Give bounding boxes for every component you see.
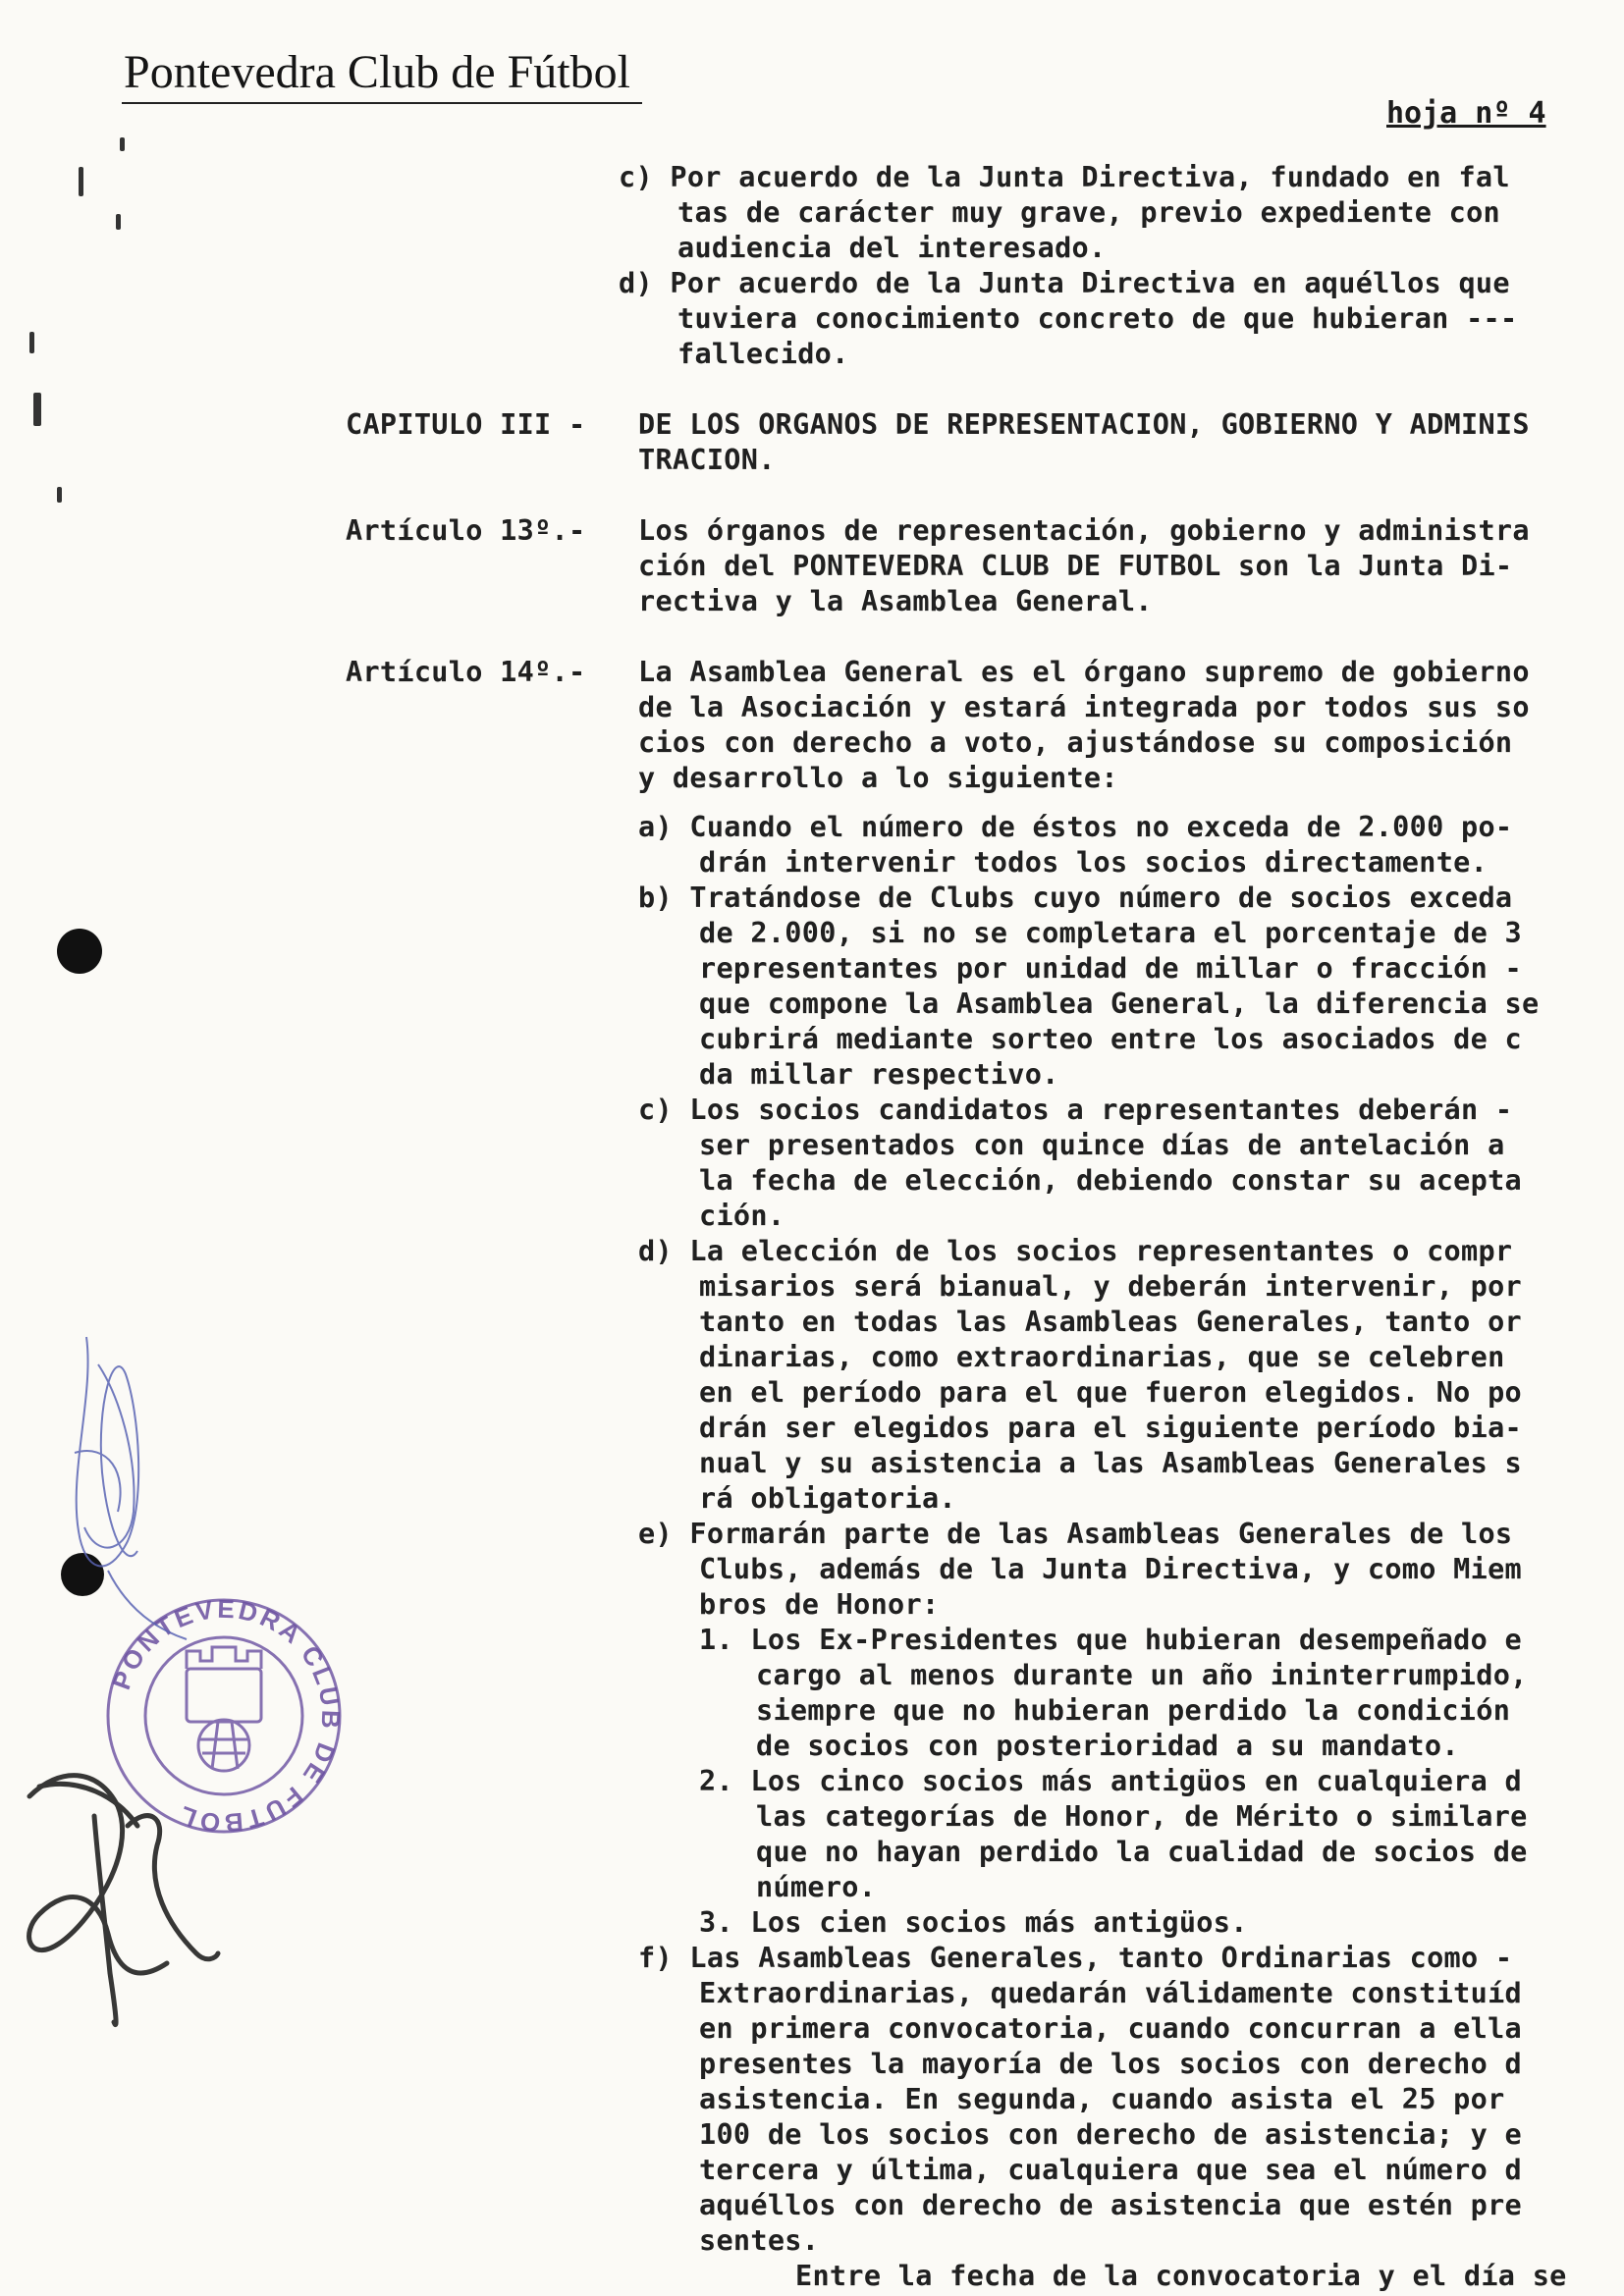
- item-line: c) Por acuerdo de la Junta Directiva, fundado en fal: [619, 161, 1510, 193]
- subitem-line: drán ser elegidos para el siguiente período bia-: [699, 1412, 1523, 1444]
- subitem-line: Entre la fecha de la convocatoria y el día se: [795, 2260, 1567, 2292]
- item-line: fallecido.: [677, 338, 849, 370]
- subitem-line: ción.: [699, 1200, 785, 1232]
- margin-mark: [57, 487, 62, 503]
- article-13-line: rectiva y la Asamblea General.: [638, 585, 1153, 617]
- subitem-line: en primera convocatoria, cuando concurran a ella: [699, 2012, 1523, 2045]
- signature-lower-icon: [29, 1776, 218, 2025]
- subitem-line: f) Las Asambleas Generales, tanto Ordinarias como -: [638, 1942, 1513, 1974]
- article-14-line: cios con derecho a voto, ajustándose su composición: [638, 726, 1513, 759]
- margin-mark: [79, 167, 83, 196]
- subitem-line: e) Formarán parte de las Asambleas Generales de los: [638, 1518, 1513, 1550]
- subitem-line: en el período para el que fueron elegidos. No po: [699, 1376, 1523, 1409]
- subitem-line: de socios con posterioridad a su mandato.: [756, 1730, 1459, 1762]
- subitem-line: de 2.000, si no se completara el porcentaje de 3: [699, 917, 1523, 949]
- subitem-line: que compone la Asamblea General, la diferencia se: [699, 988, 1540, 1020]
- subitem-line: siempre que no hubieran perdido la condición: [756, 1694, 1511, 1727]
- subitem-line: que no hayan perdido la cualidad de socios de: [756, 1836, 1528, 1868]
- subitem-line: la fecha de elección, debiendo constar su acepta: [699, 1164, 1523, 1197]
- punch-hole: [57, 929, 102, 974]
- subitem-line: a) Cuando el número de éstos no exceda de 2.000 po-: [638, 811, 1513, 843]
- subitem-line: representantes por unidad de millar o fracción -: [699, 952, 1523, 985]
- letterhead-rule: [122, 102, 642, 104]
- subitem-line: rá obligatoria.: [699, 1482, 956, 1515]
- subitem-line: dinarias, como extraordinarias, que se celebren: [699, 1341, 1505, 1373]
- subitem-line: presentes la mayoría de los socios con derecho d: [699, 2048, 1523, 2080]
- item-line: audiencia del interesado.: [677, 232, 1107, 264]
- subitem-line: c) Los socios candidatos a representantes deberán -: [638, 1094, 1513, 1126]
- subitem-line: cubrirá mediante sorteo entre los asociados de c: [699, 1023, 1523, 1055]
- chapter-label: CAPITULO III -: [346, 408, 586, 441]
- subitem-line: misarios será bianual, y deberán intervenir, por: [699, 1270, 1523, 1303]
- subitem-line: tanto en todas las Asambleas Generales, tanto or: [699, 1306, 1523, 1338]
- stamp-emblem-icon: [187, 1647, 261, 1771]
- chapter-title-line: TRACION.: [638, 444, 776, 476]
- letterhead-title: Pontevedra Club de Fútbol: [124, 46, 630, 98]
- page-number: hoja nº 4: [1386, 96, 1546, 131]
- subitem-line: b) Tratándose de Clubs cuyo número de socios exceda: [638, 881, 1513, 914]
- item-line: tuviera conocimiento concreto de que hubieran ---: [677, 302, 1518, 335]
- item-line: d) Por acuerdo de la Junta Directiva en aquéllos que: [619, 267, 1510, 299]
- subitem-line: d) La elección de los socios representantes o compr: [638, 1235, 1513, 1267]
- stamp-text: [106, 1594, 346, 1839]
- punch-hole: [61, 1553, 104, 1596]
- subitem-line: número.: [756, 1871, 877, 1903]
- article-14-line: La Asamblea General es el órgano supremo de gobierno: [638, 656, 1530, 688]
- subitem-line: asistencia. En segunda, cuando asista el 25 por: [699, 2083, 1505, 2115]
- margin-mark: [33, 393, 41, 426]
- margin-mark: [120, 137, 125, 151]
- margin-mark: [29, 332, 34, 353]
- subitem-line: 2. Los cinco socios más antigüos en cualquiera d: [699, 1765, 1523, 1797]
- subitem-line: las categorías de Honor, de Mérito o similare: [756, 1800, 1528, 1833]
- subitem-line: aquéllos con derecho de asistencia que estén pre: [699, 2189, 1523, 2221]
- article-13-label: Artículo 13º.-: [346, 514, 586, 547]
- chapter-title-line: DE LOS ORGANOS DE REPRESENTACION, GOBIERNO Y ADMINIS: [638, 408, 1530, 441]
- article-13-line: ción del PONTEVEDRA CLUB DE FUTBOL son la Junta Di-: [638, 550, 1513, 582]
- subitem-line: nual y su asistencia a las Asambleas Generales s: [699, 1447, 1523, 1479]
- item-line: tas de carácter muy grave, previo expediente con: [677, 196, 1501, 229]
- subitem-line: da millar respectivo.: [699, 1058, 1059, 1091]
- subitem-line: 1. Los Ex-Presidentes que hubieran desempeñado e: [699, 1624, 1523, 1656]
- subitem-line: drán intervenir todos los socios directamente.: [699, 846, 1489, 879]
- subitem-line: bros de Honor:: [699, 1588, 940, 1621]
- stamp-text-path: PONTEVEDRA CLUB DE FUTBOL: [106, 1593, 347, 1839]
- article-14-label: Artículo 14º.-: [346, 656, 586, 688]
- article-14-line: de la Asociación y estará integrada por todos sus so: [638, 691, 1530, 723]
- subitem-line: tercera y última, cualquiera que sea el número d: [699, 2154, 1523, 2186]
- stamp-rings: [108, 1600, 340, 1832]
- subitem-line: ser presentados con quince días de antelación a: [699, 1129, 1505, 1161]
- margin-mark: [116, 214, 121, 230]
- subitem-line: 100 de los socios con derecho de asistencia; y e: [699, 2118, 1523, 2151]
- subitem-line: Clubs, además de la Junta Directiva, y como Miem: [699, 1553, 1523, 1585]
- article-14-line: y desarrollo a lo siguiente:: [638, 762, 1118, 794]
- article-13-line: Los órganos de representación, gobierno y administra: [638, 514, 1530, 547]
- subitem-line: Extraordinarias, quedarán válidamente constituíd: [699, 1977, 1523, 2009]
- subitem-line: sentes.: [699, 2224, 820, 2257]
- subitem-line: cargo al menos durante un año ininterrumpido,: [756, 1659, 1528, 1691]
- subitem-line: 3. Los cien socios más antigüos.: [699, 1906, 1248, 1939]
